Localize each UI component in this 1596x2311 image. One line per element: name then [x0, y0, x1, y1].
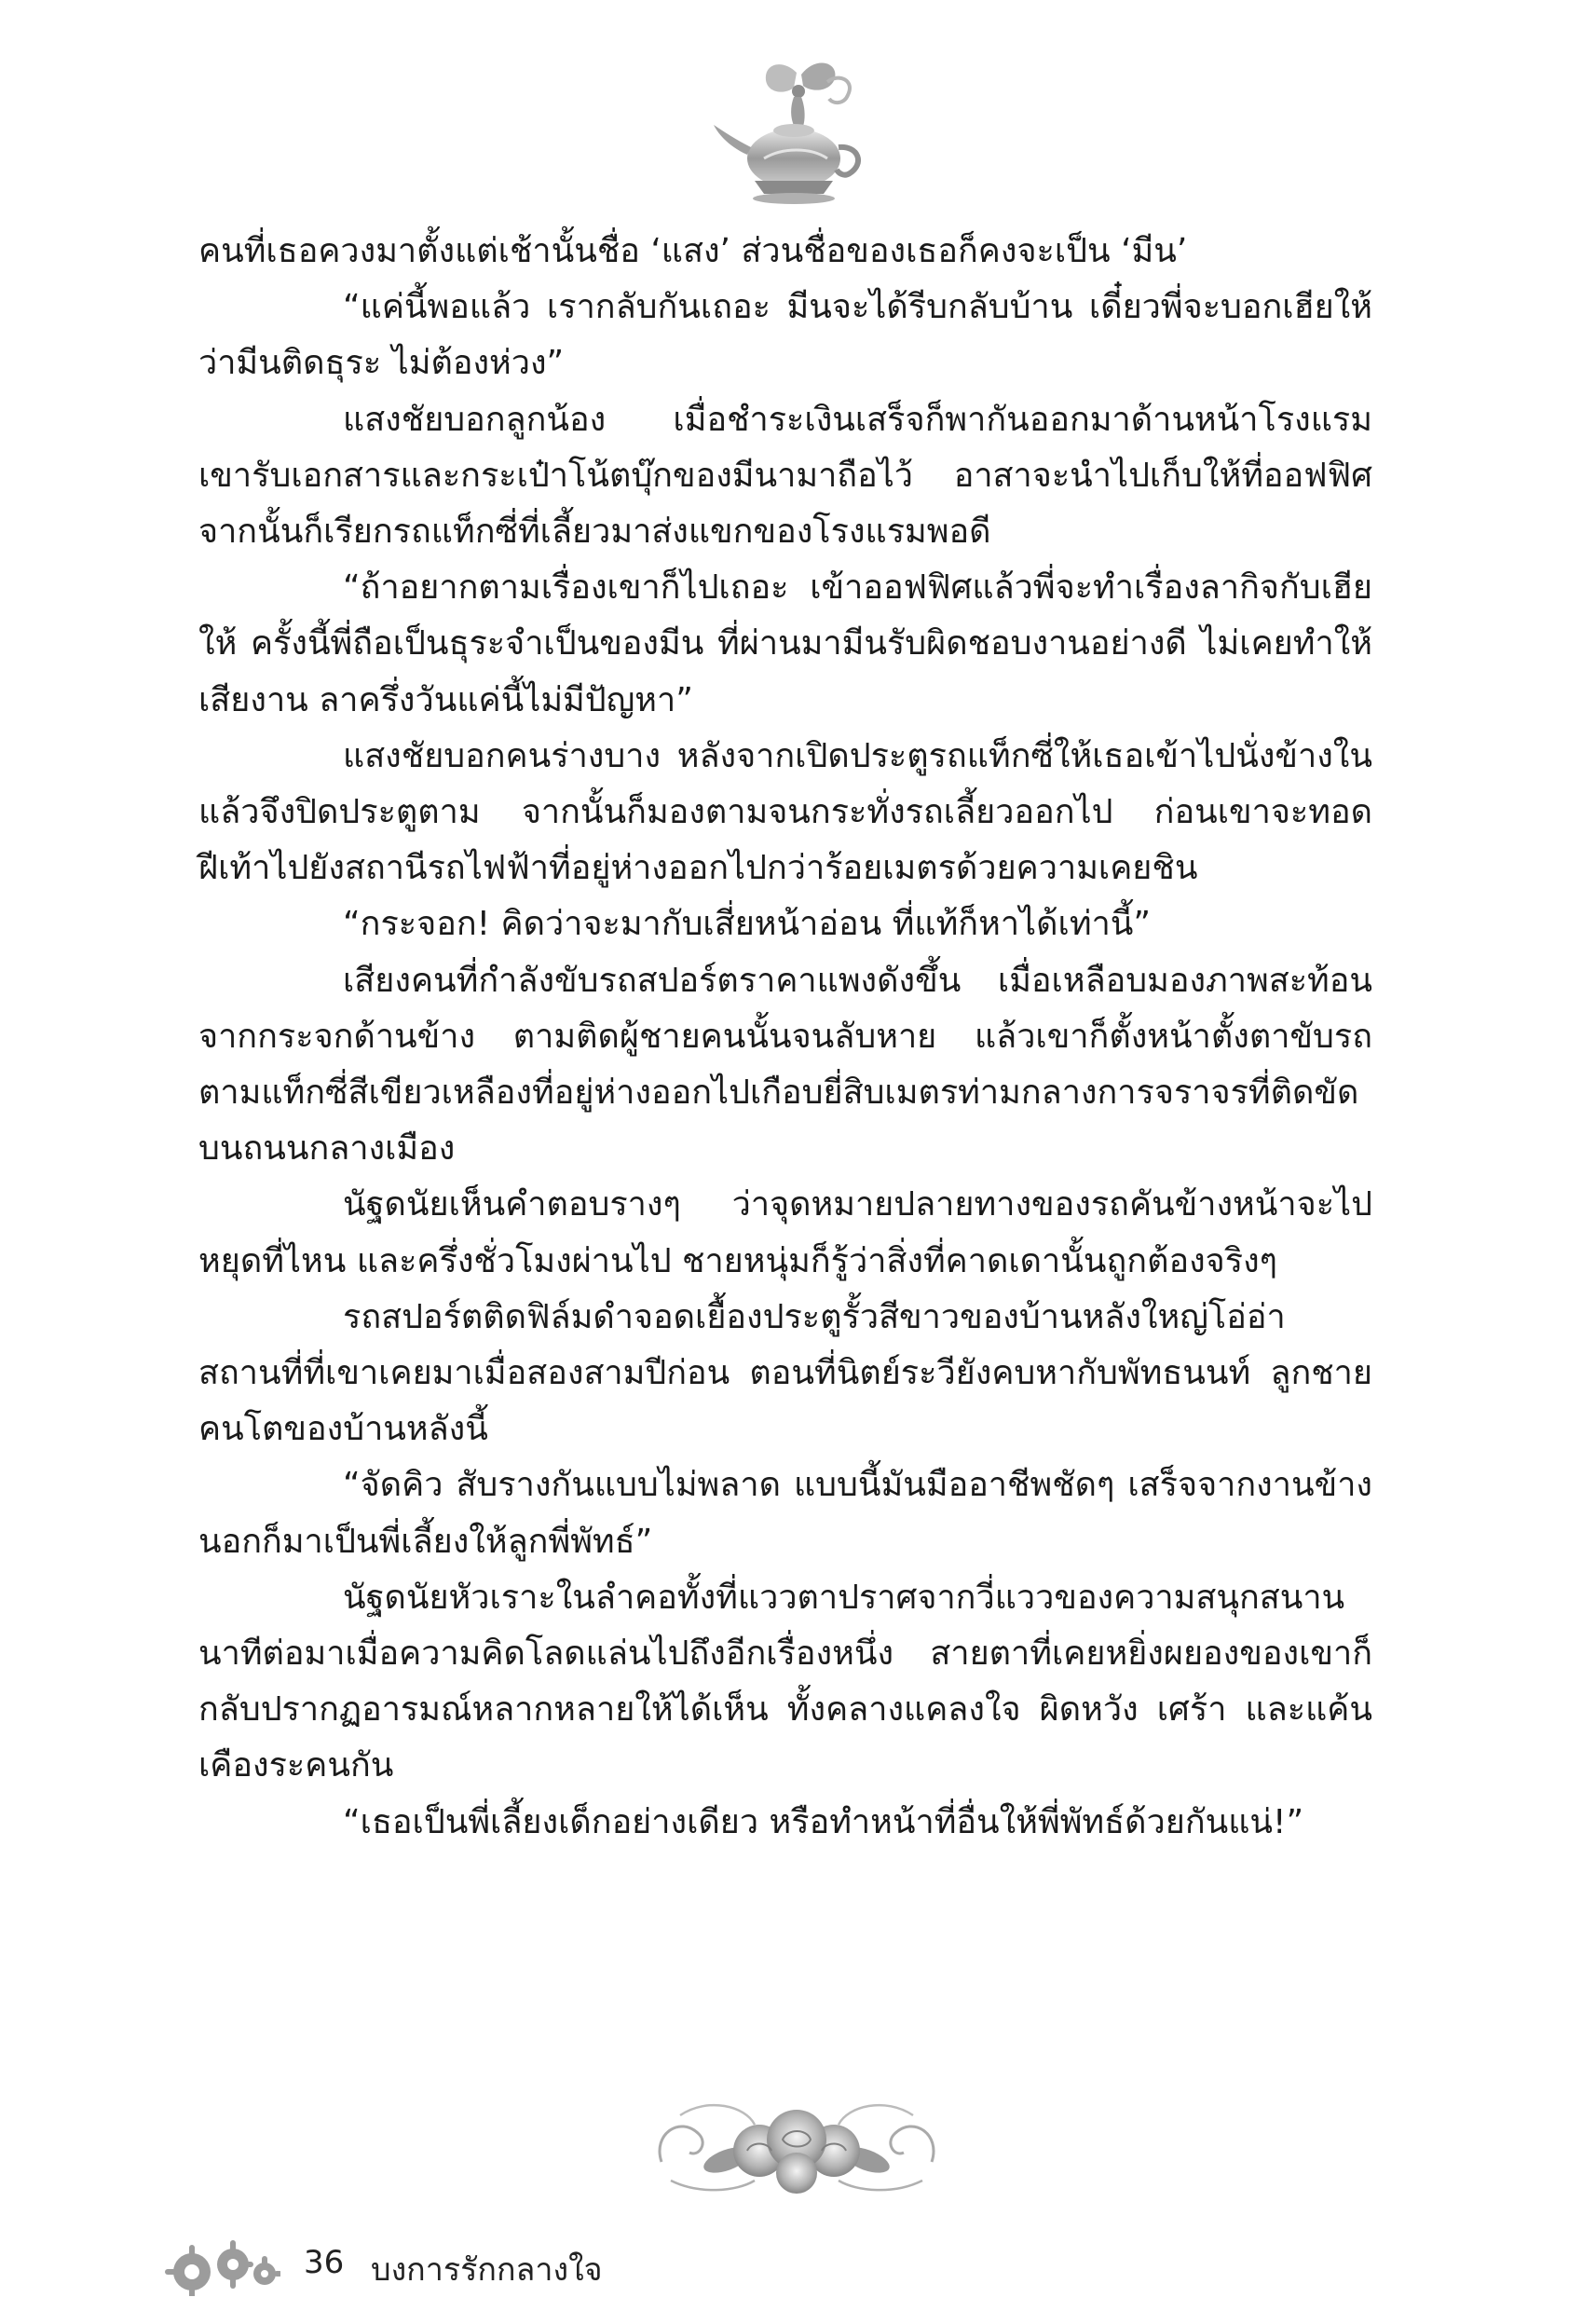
paragraph-3: แสงชัยบอกลูกน้อง เมื่อชำระเงินเสร็จก็พากันออกมาด้านหน้าโรงแรม เขารับเอกสารและกระเป๋าโน้ตบุ๊กของมีนามาถือไว้ อาสาจะนำไปเก็บให้ที่ออฟฟิศ จากนั้นก็เรียกรถแท็กซี่ที่เลี้ยวมาส่งแขกของโรงแรมพอดี [198, 400, 1372, 552]
paragraph-12: “เธอเป็นพี่เลี้ยงเด็กอย่างเดียว หรือทำหน้าที่อื่นให้พี่พัทธ์ด้วยกันแน่!” [343, 1802, 1304, 1841]
paragraph-10: “จัดคิว สับรางกันแบบไม่พลาด แบบนี้มันมืออาชีพชัดๆ เสร็จจากงานข้างนอกก็มาเป็นพี่เลี้ยงให้ลูกพี่พัทธ์” [198, 1466, 1372, 1561]
rose-ornament-icon [643, 2087, 950, 2204]
paragraph-8: นัฐดนัยเห็นคำตอบรางๆ ว่าจุดหมายปลายทางของรถคันข้างหน้าจะไปหยุดที่ไหน และครึ่งชั่วโมงผ่านไป ชายหนุ่มก็รู้ว่าสิ่งที่คาดเดานั้นถูกต้องจริงๆ [198, 1185, 1372, 1280]
paragraph-4: “ถ้าอยากตามเรื่องเขาก็ไปเถอะ เข้าออฟฟิศแล้วพี่จะทำเรื่องลากิจกับเฮียให้ ครั้งนี้พี่ถือเป็นธุระจำเป็นของมีน ที่ผ่านมามีนรับผิดชอบงานอย่างดี ไม่เคยทำให้เสียงาน ลาครึ่งวันแค่นี้ไม่มีปัญหา” [198, 568, 1372, 719]
page-footer [164, 2236, 723, 2302]
chapter-body [198, 224, 1372, 1851]
teapot-fairy-ornament-icon [708, 54, 876, 217]
paragraph-7: เสียงคนที่กำลังขับรถสปอร์ตราคาแพงดังขึ้น เมื่อเหลือบมองภาพสะท้อนจากกระจกด้านข้าง ตามติดผู้ชายคนนั้นจนลับหาย แล้วเขาก็ตั้งหน้าตั้งตาขับรถตามแท็กซี่สีเขียวเหลืองที่อยู่ห่างออกไปเกือบยี่สิบเมตรท่ามกลางการจราจรที่ติดขัดบนถนนกลางเมือง [198, 961, 1372, 1169]
paragraph-9: รถสปอร์ตติดฟิล์มดำจอดเยื้องประตูรั้วสีขาวของบ้านหลังใหญ่โอ่อ่า สถานที่ที่เขาเคยมาเมื่อสองสามปีก่อน ตอนที่นิตย์ระวียังคบหากับพัทธนนท์ ลูกชายคนโตของบ้านหลังนี้ [198, 1297, 1372, 1449]
paragraph-11: นัฐดนัยหัวเราะในลำคอทั้งที่แววตาปราศจากวี่แววของความสนุกสนาน นาทีต่อมาเมื่อความคิดโลดแล่นไปถึงอีกเรื่องหนึ่ง สายตาที่เคยหยิ่งผยองของเขาก็กลับปรากฏอารมณ์หลากหลายให้ได้เห็น ทั้งคลางแคลงใจ ผิดหวัง เศร้า และแค้นเคืองระคนกัน [198, 1578, 1372, 1785]
paragraph-1: คนที่เธอควงมาตั้งแต่เช้านั้นชื่อ ‘แสง’ ส่วนชื่อของเธอก็คงจะเป็น ‘มีน’ [198, 232, 1188, 270]
paragraph-5: แสงชัยบอกคนร่างบาง หลังจากเปิดประตูรถแท็กซี่ให้เธอเข้าไปนั่งข้างใน แล้วจึงปิดประตูตาม จากนั้นก็มองตามจนกระทั่งรถเลี้ยวออกไป ก่อนเขาจะทอดฝีเท้าไปยังสถานีรถไฟฟ้าที่อยู่ห่างออกไปกว่าร้อยเมตรด้วยความเคยชิน [198, 736, 1372, 888]
gear-icon [164, 2240, 280, 2296]
paragraph-6: “กระจอก! คิดว่าจะมากับเสี่ยหน้าอ่อน ที่แท้ก็หาได้เท่านี้” [343, 905, 1152, 944]
paragraph-2: “แค่นี้พอแล้ว เรากลับกันเถอะ มีนจะได้รีบกลับบ้าน เดี๋ยวพี่จะบอกเฮียให้ว่ามีนติดธุระ ไม่ต้องห่วง” [198, 288, 1372, 383]
book-title: บงการรักกลางใจ [371, 2251, 603, 2289]
page-number: 36 [304, 2244, 345, 2281]
